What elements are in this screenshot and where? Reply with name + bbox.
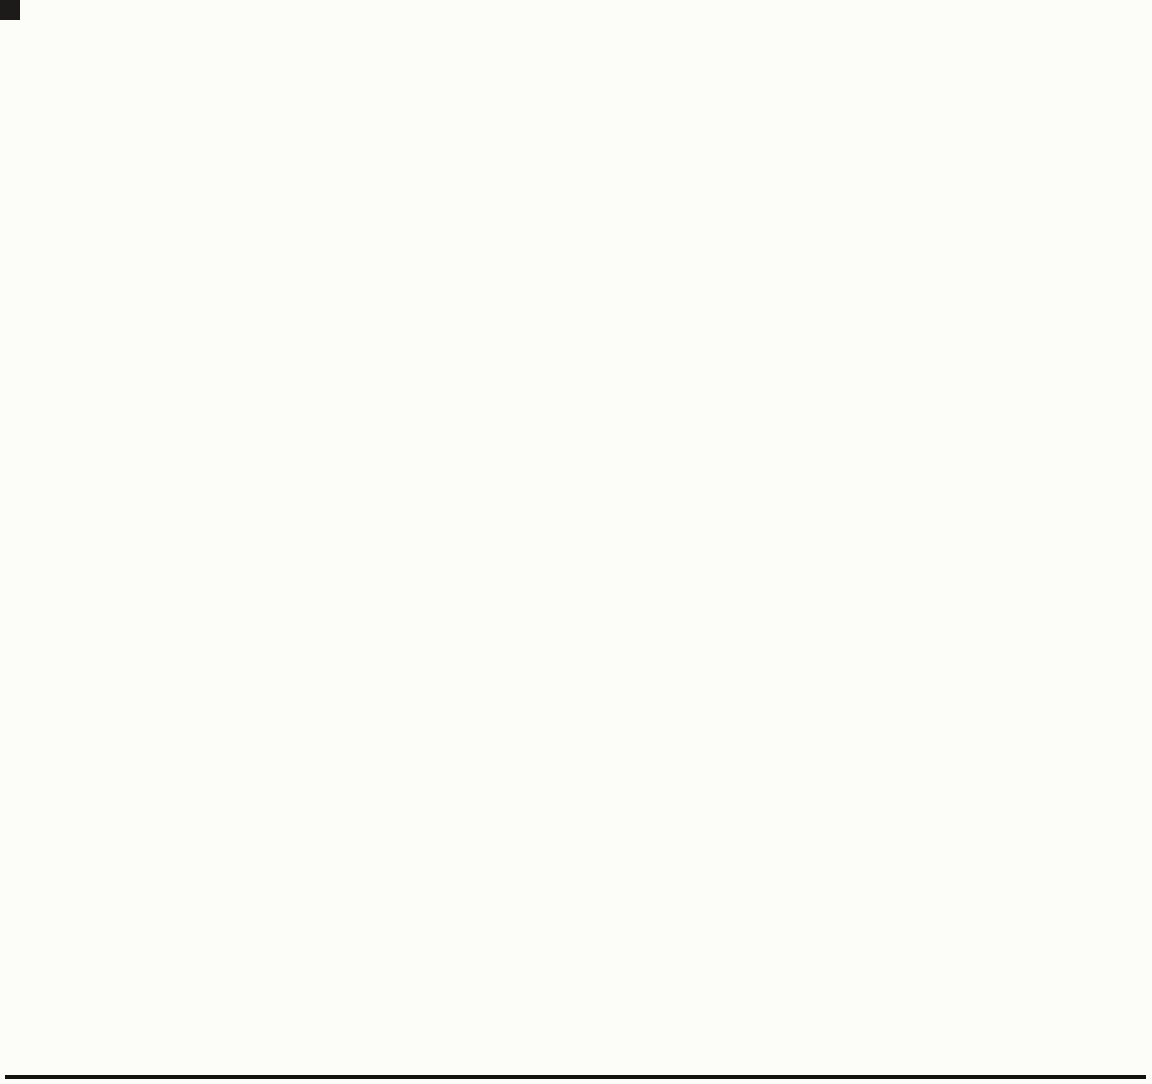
page-bottom-scan-edge [5,1075,1146,1079]
red-highlight-rectangle [0,0,20,20]
